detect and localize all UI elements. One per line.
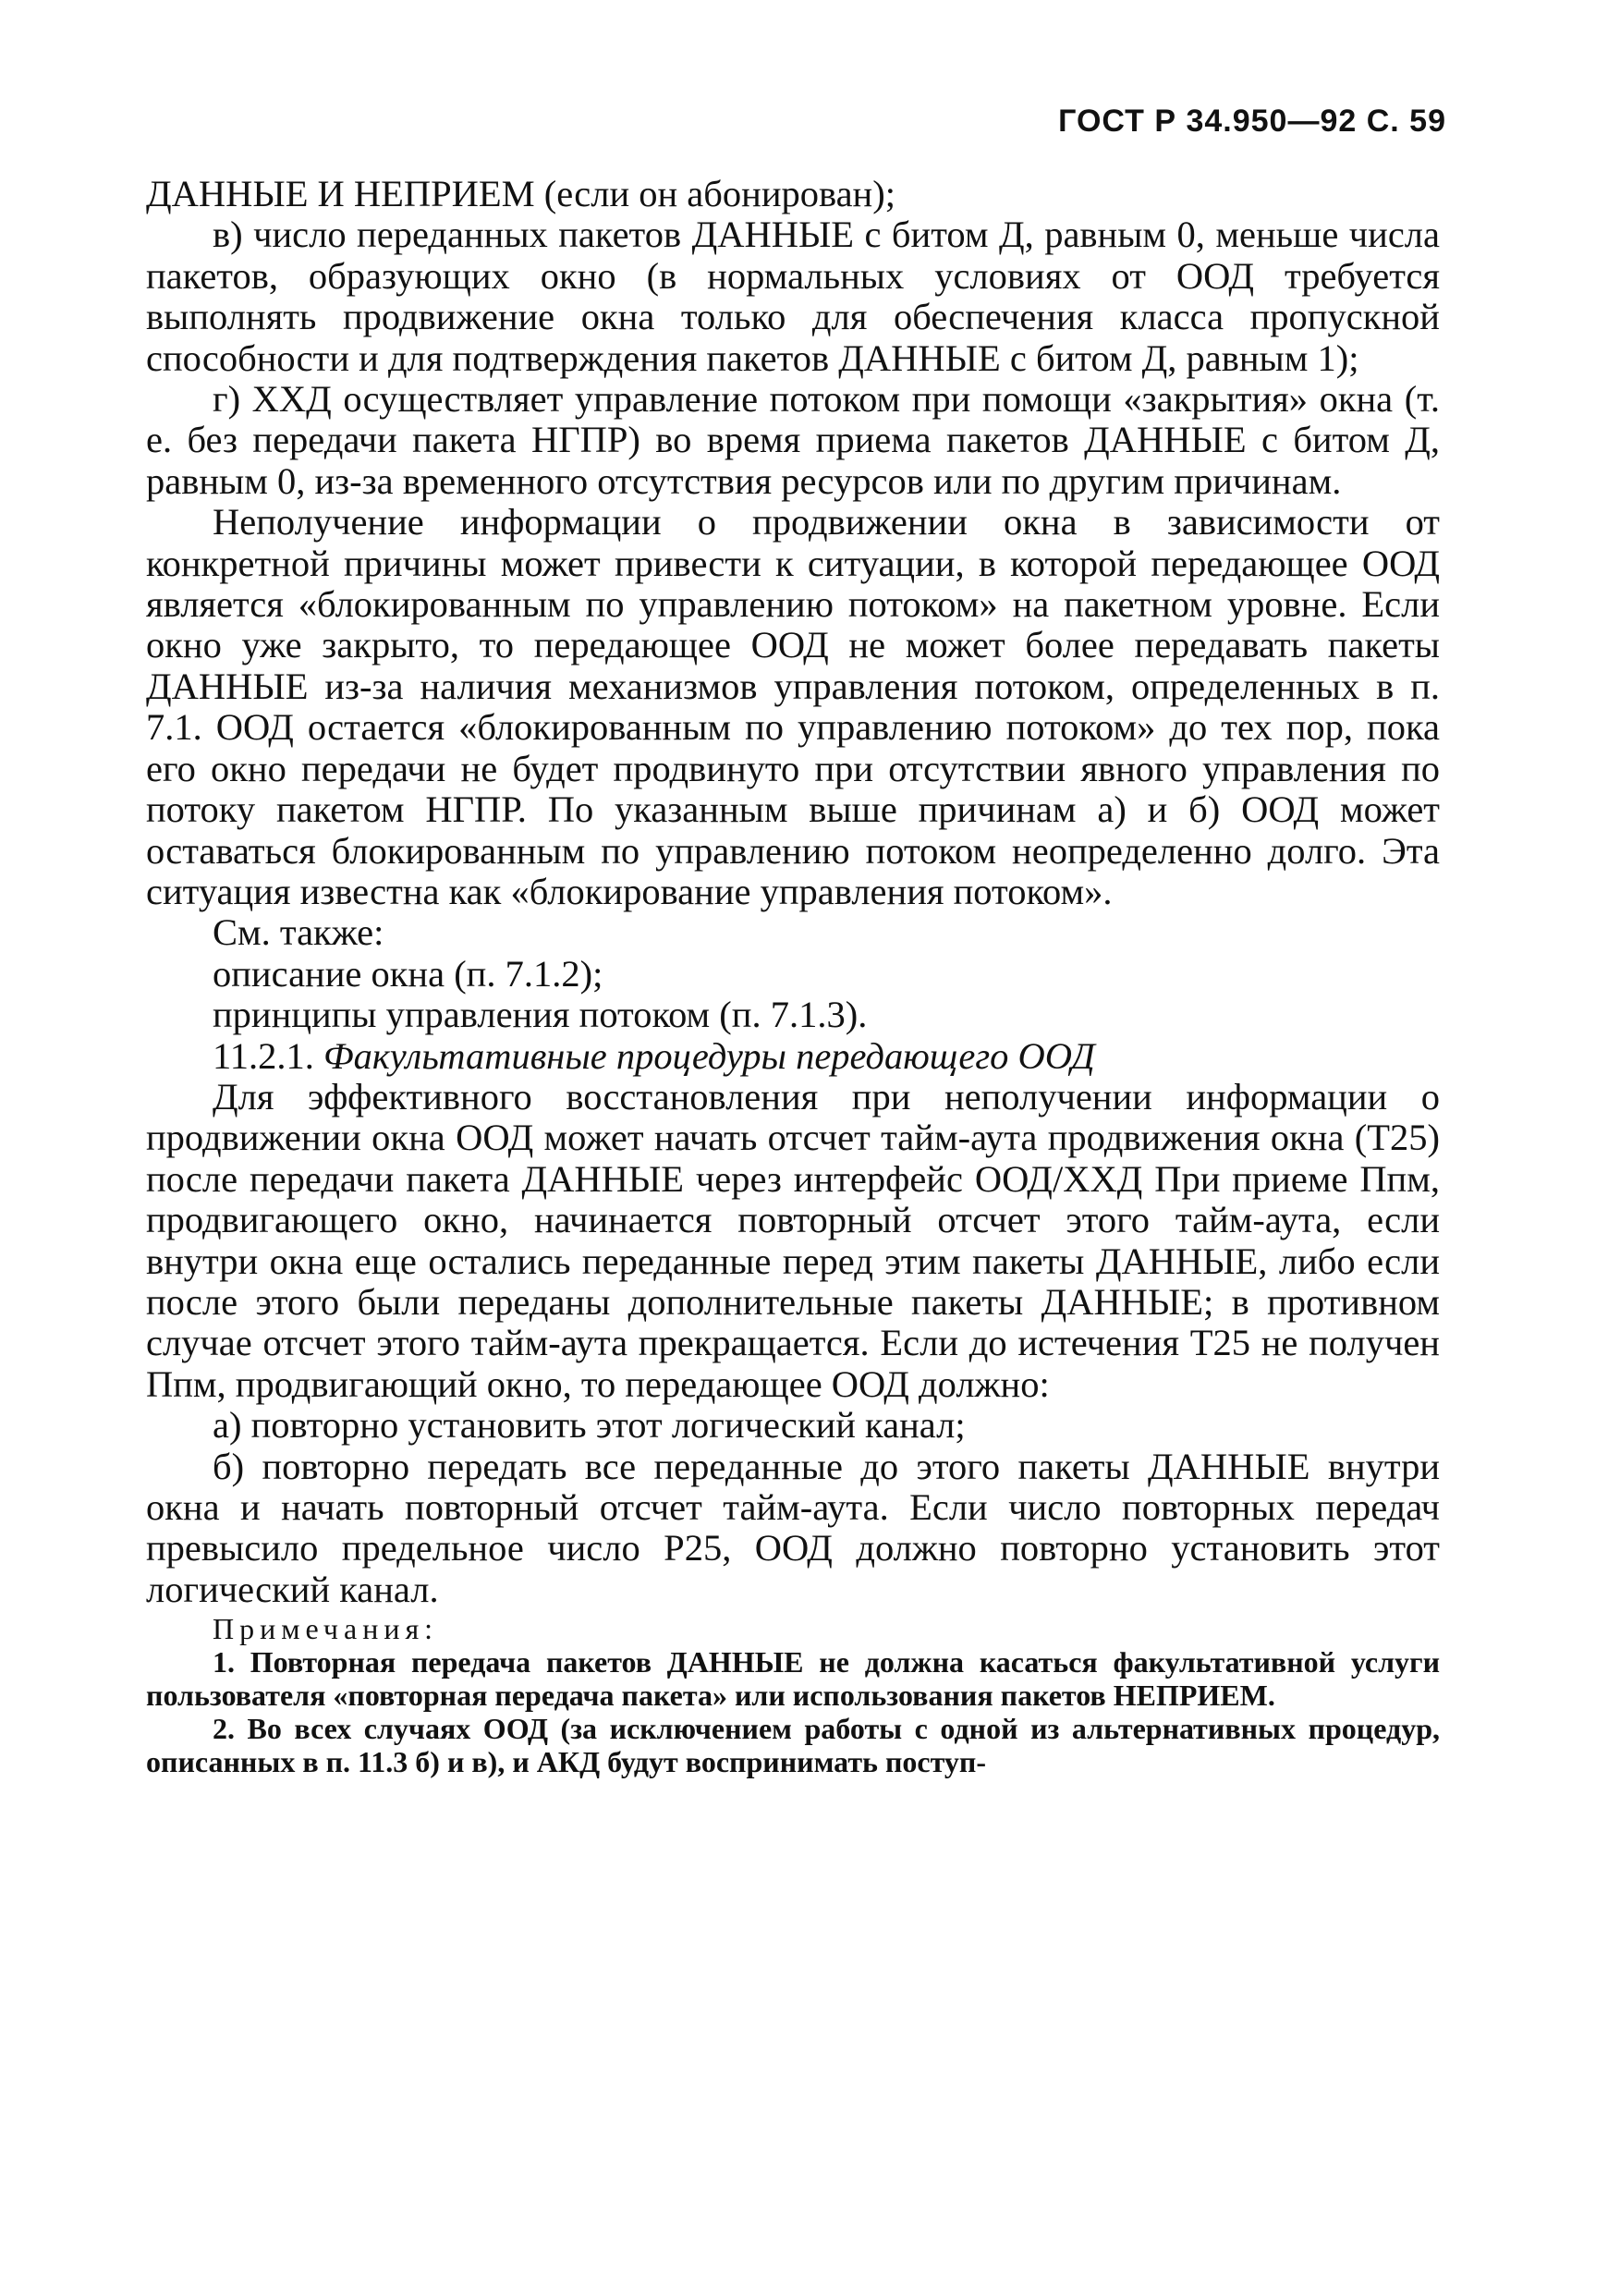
- see-also-label: См. также:: [213, 911, 384, 954]
- note-item: 2. Во всех случаях ООД (за исключением работы с одной из альтернативных процедур, описанных в п. 11.3 б) и в), и АКД будут воспринимать поступ-: [146, 1712, 1440, 1779]
- see-also-item: описание окна (п. 7.1.2);: [213, 952, 603, 995]
- section-title: Факультативные процедуры передающего ООД: [323, 1034, 1095, 1077]
- section-heading: [146, 1036, 1440, 1077]
- paragraph-blocking: Неполучение информации о продвижении окна в зависимости от конкретной причины может привести к ситуации, в которой передающее ООД является «блокированным по управлению потоком» на пакетном уровне. Если окно уже закрыто, то передающее ООД не может более передавать пакеты ДАННЫЕ из-за наличия механизмов управления потоком, определенных в п. 7.1. ООД остается «блокированным по управлению потоком» до тех пор, пока его окно передачи не будет продвинуто при отсутствии явного управления по потоку пакетом НГПР. По указанным выше причинам а) и б) ООД может оставаться блокированным по управлению потоком неопределенно долго. Эта ситуация известна как «блокирование управления потоком».: [146, 501, 1440, 912]
- paragraph-recovery: Для эффективного восстановления при неполучении информации о продвижении окна ООД может начать отсчет тайм-аута продвижения окна (Т25) после передачи пакета ДАННЫЕ через интерфейс ООД/ХХД При приеме Ппм, продвигающего окно, начинается повторный отсчет этого тайм-аута, если внутри окна еще остались переданные перед этим пакеты ДАННЫЕ, либо если после этого были переданы дополнительные пакеты ДАННЫЕ; в противном случае отсчет этого тайм-аута прекращается. Если до истечения Т25 не получен Ппм, продвигающий окно, то передающее ООД должно:: [146, 1075, 1440, 1405]
- notes-label: Примечания:: [213, 1612, 439, 1646]
- notes-block: [146, 1612, 1440, 1778]
- body-text: [146, 174, 1440, 1778]
- section-number: 11.2.1.: [213, 1034, 314, 1077]
- paragraph-continuation: ДАННЫЕ И НЕПРИЕМ (если он абонирован);: [146, 173, 895, 214]
- list-item-v: в) число переданных пакетов ДАННЫЕ с битом Д, равным 0, меньше числа пакетов, образующих окно (в нормальных условиях от ООД требуется выполнять продвижение окна только для обеспечения класса пропускной способности и для подтверждения пакетов ДАННЫЕ с битом Д, равным 1);: [146, 214, 1440, 379]
- list-item-b: б) повторно передать все переданные до этого пакеты ДАННЫЕ внутри окна и начать повторный отсчет тайм-аута. Если число повторных передач превысило предельное число Р25, ООД должно повторно установить этот логический канал.: [146, 1445, 1440, 1610]
- note-item: 1. Повторная передача пакетов ДАННЫЕ не должна касаться факультативной услуги пользователя «повторная передача пакета» или использования пакетов НЕПРИЕМ.: [146, 1645, 1440, 1713]
- list-item-g: г) ХХД осуществляет управление потоком при помощи «закрытия» окна (т. е. без передачи пакета НГПР) во время приема пакетов ДАННЫЕ с битом Д, равным 0, из-за временного отсутствия ресурсов или по другим причинам.: [146, 378, 1440, 502]
- running-header: ГОСТ Р 34.950—92 С. 59: [1058, 104, 1446, 139]
- see-also-item: принципы управления потоком (п. 7.1.3).: [213, 994, 868, 1036]
- list-item-a: а) повторно установить этот логический канал;: [213, 1404, 966, 1447]
